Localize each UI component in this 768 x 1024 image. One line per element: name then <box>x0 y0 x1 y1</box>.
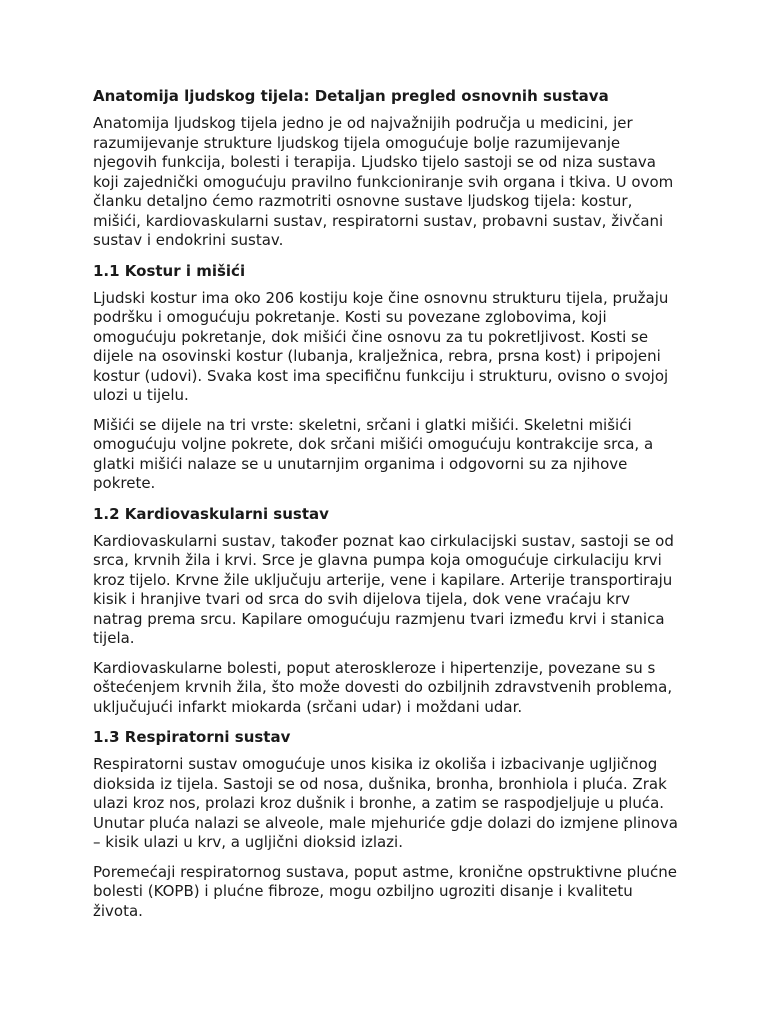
intro-paragraph: Anatomija ljudskog tijela jedno je od najvažnijih područja u medicini, jer razumijevanje strukture ljudskog tijela omogućuje bolje razumijevanje njegovih funkcija, bolesti i terapija. Ljudsko tijelo sastoji se od niza sustava koji zajednički omogućuju pravilno funkcioniranje svih organa i tkiva. U ovom članku detaljno ćemo razmotriti osnovne sustave ljudskog tijela: kostur, mišići, kardiovaskularni sustav, respiratorni sustav, probavni sustav, živčani sustav i endokrini sustav. <box>93 114 674 249</box>
document-page <box>93 86 683 931</box>
paragraph: Ljudski kostur ima oko 206 kostiju koje čine osnovnu strukturu tijela, pružaju podršku i omogućuju pokretanje. Kosti su povezane zglobovima, koji omogućuju pokretanje, dok mišići čine osnovu za tu pokretljivost. Kosti se dijele na osovinski kostur (lubanja, kralježnica, rebra, prsna kost) i pripojeni kostur (udovi). Svaka kost ima specifičnu funkciju i strukturu, ovisno o svojoj ulozi u tijelu. <box>93 288 669 404</box>
paragraph: Mišići se dijele na tri vrste: skeletni, srčani i glatki mišići. Skeletni mišići omogućuju voljne pokrete, dok srčani mišići omogućuju kontrakcije srca, a glatki mišići nalaze se u unutarnjim organima i odgovorni su za njihove pokrete. <box>93 415 654 492</box>
paragraph: Kardiovaskularne bolesti, poput ateroskleroze i hipertenzije, povezane su s oštećenjem krvnih žila, što može dovesti do ozbiljnih zdravstvenih problema, uključujući infarkt miokarda (srčani udar) i moždani udar. <box>93 658 673 716</box>
section-heading: 1.2 Kardiovaskularni sustav <box>93 504 329 523</box>
section-cardiovascular <box>93 504 683 718</box>
section-heading: 1.3 Respiratorni sustav <box>93 728 291 746</box>
section-respiratory <box>93 727 683 921</box>
paragraph: Kardiovaskularni sustav, također poznat kao cirkulacijski sustav, sastoji se od srca, krvnih žila i krvi. Srce je glavna pumpa koja omogućuje cirkulaciju krvi kroz tijelo. Krvne žile uključuju arterije, vene i kapilare. Arterije transportiraju kisik i hranjive tvari od srca do svih dijelova tijela, dok vene vraćaju krv natrag prema srcu. Kapilare omogućuju razmjenu tvari između krvi i stanica tijela. <box>93 531 674 647</box>
section-skeleton-muscles <box>93 261 683 494</box>
document-title: Anatomija ljudskog tijela: Detaljan pregled osnovnih sustava <box>93 87 609 105</box>
paragraph: Respiratorni sustav omogućuje unos kisika iz okoliša i izbacivanje ugljičnog dioksida iz tijela. Sastoji se od nosa, dušnika, bronha, bronhiola i pluća. Zrak ulazi kroz nos, prolazi kroz dušnik i bronhe, a zatim se raspodjeljuje u pluća. Unutar pluća nalazi se alveole, male mjehuriće gdje dolazi do izmjene plinova – kisik ulazi u krv, a ugljični dioksid izlazi. <box>93 755 678 851</box>
paragraph: Poremećaji respiratornog sustava, poput astme, kronične opstruktivne plućne bolesti (KOPB) i plućne fibroze, mogu ozbiljno ugroziti disanje i kvalitetu života. <box>93 862 677 920</box>
section-heading: 1.1 Kostur i mišići <box>93 261 246 280</box>
